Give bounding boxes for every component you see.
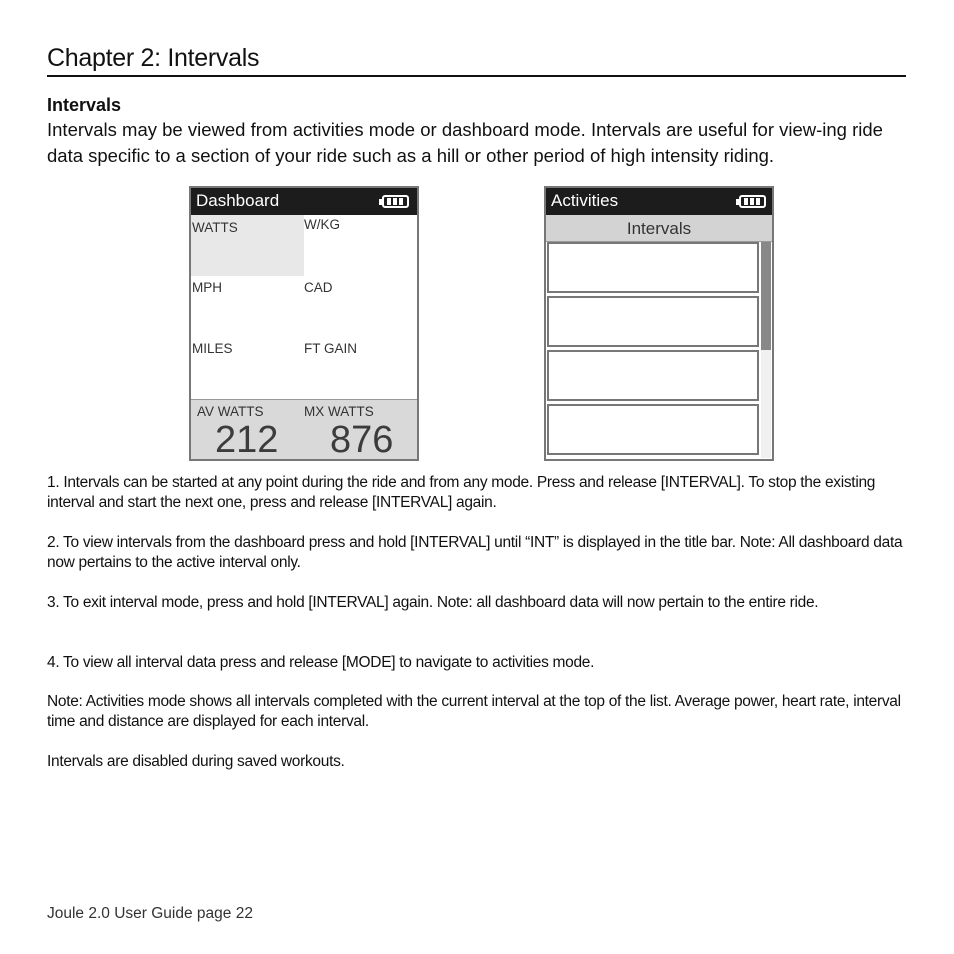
av-watts-label: AV WATTS: [197, 404, 264, 419]
interval-list-item: [547, 350, 759, 401]
interval-list-item: [547, 242, 759, 293]
mx-watts-label: MX WATTS: [304, 404, 374, 419]
mx-watts-value: 876: [330, 419, 394, 461]
dashboard-title-bar: [191, 188, 417, 215]
intro-paragraph: Intervals may be viewed from activities mode or dashboard mode. Intervals are useful for view-ing ride data specific to a section of your ride such as a hill or other period of high intensity riding.: [47, 119, 883, 166]
activities-subtitle: Intervals: [546, 215, 772, 242]
activities-title-bar: [546, 188, 772, 215]
field-label-ft-gain: FT GAIN: [304, 341, 358, 356]
field-label-cad: CAD: [304, 280, 333, 295]
dashboard-title: Dashboard: [196, 191, 280, 210]
chapter-divider: [47, 75, 906, 77]
interval-list-item: [547, 296, 759, 347]
battery-icon: [382, 195, 409, 208]
activities-note: Note: Activities mode shows all intervals completed with the current interval at the top of the list. Average power, heart rate, interval time and distance are displayed for each interval.: [47, 693, 901, 730]
dashboard-screen-image: [189, 186, 419, 461]
field-label-watts: WATTS: [192, 220, 238, 235]
step-1: 1. Intervals can be started at any point during the ride and from any mode. Press and release [INTERVAL]. To stop the existing interval and start the next one, press and release [INTERVAL] again.: [47, 474, 876, 511]
scroll-thumb: [761, 242, 771, 350]
section-heading: Intervals: [47, 95, 122, 115]
chapter-title: Chapter 2: Intervals: [47, 44, 260, 72]
interval-list-item: [547, 404, 759, 455]
saved-workouts-note: Intervals are disabled during saved workouts.: [47, 753, 345, 770]
step-2: 2. To view intervals from the dashboard press and hold [INTERVAL] until “INT” is displayed in the title bar. Note: All dashboard data now pertains to the active interval only.: [47, 534, 903, 571]
field-label-miles: MILES: [192, 341, 233, 356]
field-label-mph: MPH: [192, 280, 222, 295]
dashboard-summary-panel: [191, 399, 417, 459]
field-label-wkg: W/KG: [304, 217, 340, 232]
step-3: 3. To exit interval mode, press and hold [INTERVAL] again. Note: all dashboard data will now pertain to the entire ride.: [47, 594, 819, 611]
av-watts-value: 212: [215, 419, 279, 461]
step-4: 4. To view all interval data press and release [MODE] to navigate to activities mode.: [47, 654, 595, 671]
page-footer: Joule 2.0 User Guide page 22: [47, 905, 253, 922]
battery-icon: [739, 195, 766, 208]
activities-screen-image: [544, 186, 774, 461]
activities-title: Activities: [551, 191, 619, 210]
